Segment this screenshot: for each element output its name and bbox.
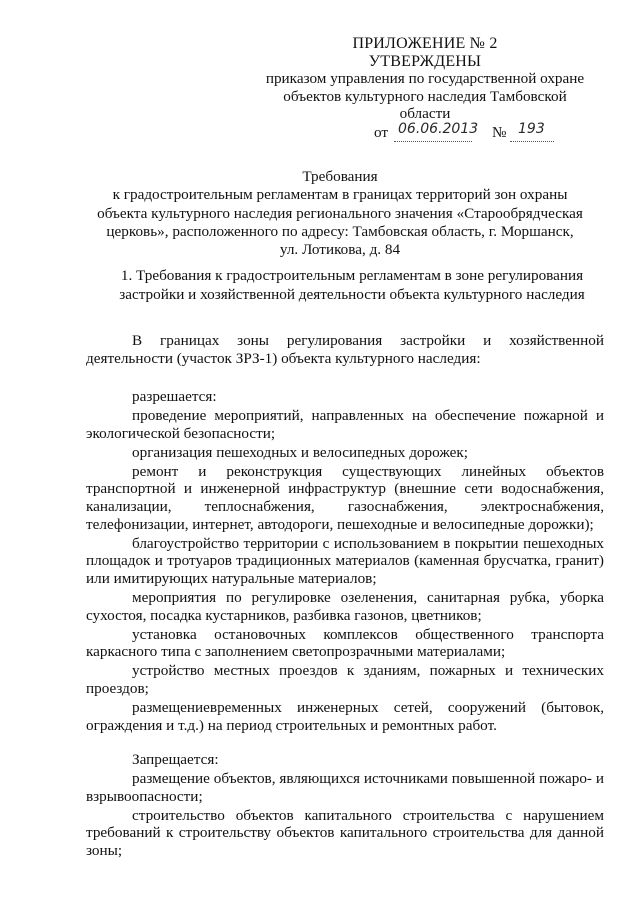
list-item: благоустройство территории с использованием в покрытии пешеходных площадок и тротуаров традиционных материалов (каменная брусчатка, гранит) или имитирующих натуральные материалов; xyxy=(86,534,604,587)
list-item: размещение объектов, являющихся источниками повышенной пожаро- и взрывоопасности; xyxy=(86,770,604,805)
title-line-1: Требования xyxy=(302,168,378,185)
section-heading xyxy=(100,266,604,304)
number-prefix: № xyxy=(492,124,507,141)
number-underline xyxy=(510,141,554,142)
list-item: проведение мероприятий, направленных на обеспечение пожарной и экологической безопасности; xyxy=(86,407,604,442)
approved-label: УТВЕРЖДЕНЫ xyxy=(368,52,482,70)
intro-paragraph xyxy=(86,332,604,369)
order-line-2: объектов культурного наследия Тамбовской xyxy=(283,87,567,105)
section-heading-line-2: застройки и хозяйственной деятельности объекта культурного наследия xyxy=(119,286,585,303)
allowed-heading: разрешается: xyxy=(132,388,217,405)
order-line-3: области xyxy=(399,105,451,122)
intro-text: В границах зоны регулирования застройки и хозяйственной деятельности (участок ЗРЗ-1) объекта культурного наследия: xyxy=(86,332,604,368)
order-line-1: приказом управления по государственной охране xyxy=(265,70,585,87)
allowed-list xyxy=(86,388,604,736)
date-underline xyxy=(394,141,472,142)
title-line-5: ул. Лотикова, д. 84 xyxy=(279,241,401,259)
list-item: установка остановочных комплексов общественного транспорта каркасного типа с заполнением светопрозрачными материалами; xyxy=(86,625,604,661)
list-item: организация пешеходных и велосипедных дорожек; xyxy=(132,443,468,461)
appendix-number: ПРИЛОЖЕНИЕ № 2 xyxy=(352,35,498,52)
list-item: мероприятия по регулировке озеленения, санитарная рубка, уборка сухостоя, посадка кустарников, разбивка газонов, цветников; xyxy=(86,589,604,624)
handwritten-date: 06.06.2013 xyxy=(398,121,479,137)
forbidden-heading: Запрещается: xyxy=(132,751,219,768)
list-item: размещениевременных инженерных сетей, сооружений (бытовок, ограждения и т.д.) на период строительных и ремонтных работ. xyxy=(86,699,604,734)
list-item: устройство местных проездов к зданиям, пожарных и технических проездов; xyxy=(86,662,604,697)
title-line-2: к градостроительным регламентам в границах территорий зон охраны xyxy=(112,186,568,204)
date-prefix: от xyxy=(374,124,389,141)
title-line-4: церковь», расположенного по адресу: Тамбовская область, г. Моршанск, xyxy=(106,222,574,240)
document-title xyxy=(76,168,604,259)
handwritten-number: 193 xyxy=(518,121,545,137)
title-line-3: объекта культурного наследия регионального значения «Старообрядческая xyxy=(97,204,583,222)
list-item: ремонт и реконструкция существующих линейных объектов транспортной и инженерной инфраструктур (внешние сети водоснабжения, канализации, теплоснабжения, газоснабжения, электроснабжения, телефонизации, интернет, автодороги, пешеходные и велосипедные дорожки); xyxy=(86,462,604,533)
forbidden-list xyxy=(86,751,604,861)
order-date-number xyxy=(374,121,545,142)
approval-block xyxy=(250,35,600,123)
list-item: строительство объектов капитального строительства с нарушением требований к строительству объектов капитального строительства для данной зоны; xyxy=(86,806,604,859)
section-heading-line-1: 1. Требования к градостроительным регламентам в зоне регулирования xyxy=(120,267,584,284)
